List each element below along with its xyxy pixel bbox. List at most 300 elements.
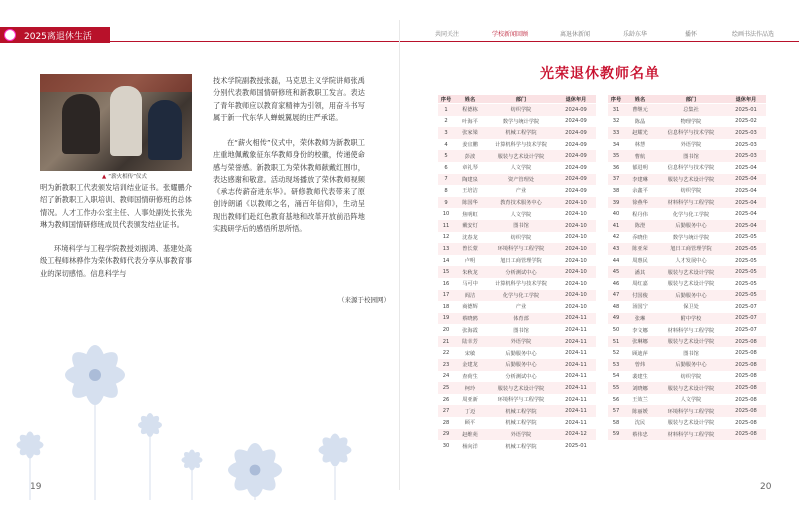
row-retire-date: 2025-08 bbox=[726, 405, 766, 417]
row-name: 林慧 bbox=[624, 139, 656, 151]
table-row bbox=[608, 313, 766, 325]
row-department: 机械工程学院 bbox=[486, 405, 556, 417]
table-row bbox=[608, 266, 766, 278]
row-name: 周惠民 bbox=[624, 255, 656, 267]
retiree-list-title: 光荣退休教师名单 bbox=[540, 66, 660, 82]
row-index: 31 bbox=[608, 104, 624, 116]
table-row bbox=[608, 301, 766, 313]
row-name: 程德栋 bbox=[454, 104, 486, 116]
row-department: 环境科学与工程学院 bbox=[656, 405, 726, 417]
row-name: 李文娜 bbox=[624, 324, 656, 336]
row-name: 程丹伟 bbox=[624, 208, 656, 220]
table-row bbox=[438, 313, 596, 325]
row-name: 张家梁 bbox=[454, 127, 486, 139]
row-department: 材料科学与工程学院 bbox=[656, 429, 726, 441]
row-retire-date: 2024-11 bbox=[556, 313, 596, 325]
row-index: 48 bbox=[608, 301, 624, 313]
column-header: 退休年月 bbox=[726, 95, 766, 104]
row-retire-date: 2024-11 bbox=[556, 394, 596, 406]
row-index: 46 bbox=[608, 278, 624, 290]
row-retire-date: 2025-05 bbox=[726, 278, 766, 290]
row-retire-date: 2024-11 bbox=[556, 371, 596, 383]
row-name: 徐燕华 bbox=[624, 197, 656, 209]
row-index: 51 bbox=[608, 336, 624, 348]
row-retire-date: 2025-04 bbox=[726, 185, 766, 197]
row-name: 陈国华 bbox=[454, 197, 486, 209]
row-department: 后勤服务中心 bbox=[656, 220, 726, 232]
row-index: 53 bbox=[608, 359, 624, 371]
table-row bbox=[438, 162, 596, 174]
row-index: 34 bbox=[608, 139, 624, 151]
row-index: 56 bbox=[608, 394, 624, 406]
nav-item-senior-donghua[interactable]: 乐龄东华 bbox=[623, 31, 648, 38]
row-retire-date: 2025-05 bbox=[726, 266, 766, 278]
row-name: 曹航 bbox=[624, 150, 656, 162]
header-title: 2025离退休生活 bbox=[24, 32, 92, 42]
row-index: 43 bbox=[608, 243, 624, 255]
article-paragraph: 在“薪火相传”仪式中，荣休教师为新教职工庄重地佩戴象征东华教师身份的校徽，传递使命感与荣誉感。新教职工为荣休教师献戴红围巾，表达感谢和敬意。活动现场播放了荣休教师视频《承志传薪奋进东华》。研修教师代表带来了原创诗朗诵《以教师之名，涌百年信仰》，生动呈现出教师们赴红色教育基地和改革开放前沿阵地实践研学后的感悟所思所悟。 bbox=[213, 138, 365, 234]
row-retire-date: 2025-05 bbox=[726, 243, 766, 255]
row-name: 章礼琴 bbox=[454, 162, 486, 174]
row-retire-date: 2024-09 bbox=[556, 162, 596, 174]
row-name: 叶海平 bbox=[454, 116, 486, 128]
row-department: 后勤服务中心 bbox=[486, 359, 556, 371]
row-retire-date: 2025-08 bbox=[726, 347, 766, 359]
table-row bbox=[438, 405, 596, 417]
row-retire-date: 2025-05 bbox=[726, 290, 766, 302]
row-department: 资产管理处 bbox=[486, 174, 556, 186]
table-row bbox=[608, 208, 766, 220]
row-index: 1 bbox=[438, 104, 454, 116]
row-name: 顾平 bbox=[454, 417, 486, 429]
table-row bbox=[438, 359, 596, 371]
row-index: 54 bbox=[608, 371, 624, 383]
row-name: 赵耀光 bbox=[624, 127, 656, 139]
row-retire-date: 2025-07 bbox=[726, 301, 766, 313]
row-index: 11 bbox=[438, 220, 454, 232]
ceremony-photo bbox=[40, 74, 192, 171]
row-retire-date: 2025-08 bbox=[726, 382, 766, 394]
article-source: （来源于校园网） bbox=[338, 296, 390, 304]
row-retire-date: 2025-01 bbox=[556, 440, 596, 452]
row-retire-date: 2024-10 bbox=[556, 220, 596, 232]
row-name: 姜宜鹏 bbox=[454, 139, 486, 151]
row-name: 沈春龙 bbox=[454, 232, 486, 244]
row-retire-date: 2025-08 bbox=[726, 417, 766, 429]
row-retire-date: 2024-09 bbox=[556, 174, 596, 186]
table-row bbox=[608, 417, 766, 429]
row-index: 12 bbox=[438, 232, 454, 244]
row-index: 13 bbox=[438, 243, 454, 255]
row-name: 李建琳 bbox=[624, 174, 656, 186]
table-row bbox=[608, 127, 766, 139]
nav-item-focus[interactable]: 共同关注 bbox=[435, 31, 460, 38]
row-department: 信息科学与技术学院 bbox=[656, 127, 726, 139]
row-retire-date: 2025-08 bbox=[726, 359, 766, 371]
retiree-table-1 bbox=[438, 95, 596, 452]
table-row bbox=[608, 429, 766, 441]
row-department: 计算机科学与技术学院 bbox=[486, 139, 556, 151]
row-name: 曾长蒙 bbox=[454, 243, 486, 255]
table-row bbox=[608, 162, 766, 174]
row-department: 人文学院 bbox=[486, 208, 556, 220]
row-index: 57 bbox=[608, 405, 624, 417]
row-index: 17 bbox=[438, 290, 454, 302]
header-band bbox=[0, 27, 110, 43]
row-index: 25 bbox=[438, 382, 454, 394]
table-row bbox=[438, 116, 596, 128]
table-row bbox=[608, 220, 766, 232]
row-index: 37 bbox=[608, 174, 624, 186]
row-retire-date: 2024-09 bbox=[556, 150, 596, 162]
row-name: 陈丽媛 bbox=[624, 405, 656, 417]
table-row bbox=[608, 255, 766, 267]
row-department: 总集社 bbox=[656, 104, 726, 116]
table-row bbox=[438, 127, 596, 139]
article-paragraph: 明为新教职工代表颁发培训结业证书。张耀鹏介绍了新教职工入职培训、教师国情研修班的总体情况。人才工作办公室主任、人事处副处长张先琳为教师国情研修班成员代表颁发结业证书。 bbox=[40, 183, 192, 229]
table-row bbox=[438, 290, 596, 302]
row-index: 41 bbox=[608, 220, 624, 232]
row-retire-date: 2024-09 bbox=[556, 139, 596, 151]
table-row bbox=[438, 104, 596, 116]
row-retire-date: 2025-08 bbox=[726, 429, 766, 441]
table-row bbox=[438, 324, 596, 336]
row-retire-date: 2024-10 bbox=[556, 301, 596, 313]
row-index: 28 bbox=[438, 417, 454, 429]
row-name: 卢明 bbox=[454, 255, 486, 267]
column-header: 部门 bbox=[656, 95, 726, 104]
nav-item-memory[interactable]: 播怀 bbox=[685, 31, 698, 38]
row-index: 38 bbox=[608, 185, 624, 197]
table-row bbox=[438, 150, 596, 162]
row-name: 曹继元 bbox=[624, 104, 656, 116]
row-retire-date: 2024-09 bbox=[556, 185, 596, 197]
table-row bbox=[608, 324, 766, 336]
row-department: 机械工程学院 bbox=[486, 417, 556, 429]
row-index: 15 bbox=[438, 266, 454, 278]
header-rule bbox=[110, 41, 799, 42]
row-index: 18 bbox=[438, 301, 454, 313]
nav-item-retiree-news[interactable]: 离退休新闻 bbox=[560, 31, 591, 38]
row-retire-date: 2025-08 bbox=[726, 394, 766, 406]
row-department: 化学与化工学院 bbox=[656, 208, 726, 220]
row-retire-date: 2024-10 bbox=[556, 197, 596, 209]
row-department: 分析测试中心 bbox=[486, 266, 556, 278]
row-retire-date: 2025-04 bbox=[726, 208, 766, 220]
row-index: 6 bbox=[438, 162, 454, 174]
table-row bbox=[608, 174, 766, 186]
table-row bbox=[438, 139, 596, 151]
row-index: 35 bbox=[608, 150, 624, 162]
row-index: 32 bbox=[608, 116, 624, 128]
row-index: 20 bbox=[438, 324, 454, 336]
row-retire-date: 2024-10 bbox=[556, 255, 596, 267]
row-index: 3 bbox=[438, 127, 454, 139]
row-name: 郁进明 bbox=[624, 162, 656, 174]
table-row bbox=[608, 243, 766, 255]
row-index: 19 bbox=[438, 313, 454, 325]
row-name: 乔晓佳 bbox=[624, 232, 656, 244]
row-index: 49 bbox=[608, 313, 624, 325]
row-department: 计算机科学与技术学院 bbox=[486, 278, 556, 290]
row-department: 纺织学院 bbox=[486, 232, 556, 244]
article-paragraph: 技术学院副教授张磊，马克思主义学院讲师张禹分别代表教师国情研修班和新教职工发言。表达了青年教师应以教育家精神为引领，用奋斗书写属于新一代东华人蝉蜕翼展的庄严承诺。 bbox=[213, 76, 365, 122]
row-department: 旭日工商管理学院 bbox=[486, 255, 556, 267]
row-department: 服装与艺术设计学院 bbox=[656, 174, 726, 186]
table-row bbox=[438, 243, 596, 255]
row-index: 42 bbox=[608, 232, 624, 244]
row-name: 杨向洋 bbox=[454, 440, 486, 452]
row-retire-date: 2024-09 bbox=[556, 127, 596, 139]
row-name: 赵维苑 bbox=[454, 429, 486, 441]
row-name: 柯玲 bbox=[454, 382, 486, 394]
row-department: 信息科学与技术学院 bbox=[656, 162, 726, 174]
row-name: 王培洁 bbox=[454, 185, 486, 197]
row-department: 图书馆 bbox=[486, 220, 556, 232]
table-row bbox=[438, 185, 596, 197]
row-index: 9 bbox=[438, 197, 454, 209]
row-department: 机械工程学院 bbox=[486, 127, 556, 139]
row-retire-date: 2025-04 bbox=[726, 220, 766, 232]
row-index: 58 bbox=[608, 417, 624, 429]
row-index: 39 bbox=[608, 197, 624, 209]
row-name: 戴安灯 bbox=[454, 220, 486, 232]
table-row bbox=[608, 139, 766, 151]
row-index: 33 bbox=[608, 127, 624, 139]
row-department: 服装与艺术设计学院 bbox=[656, 382, 726, 394]
table-row bbox=[438, 266, 596, 278]
row-retire-date: 2025-04 bbox=[726, 197, 766, 209]
photo-caption-text: “薪火相传”仪式 bbox=[108, 174, 147, 180]
table-row bbox=[608, 278, 766, 290]
row-name: 刘晓娜 bbox=[624, 382, 656, 394]
table-row bbox=[608, 371, 766, 383]
row-department: 旭日工商管理学院 bbox=[656, 243, 726, 255]
row-index: 36 bbox=[608, 162, 624, 174]
row-index: 40 bbox=[608, 208, 624, 220]
row-name: 蔡晓鸥 bbox=[454, 313, 486, 325]
row-name: 周红嘉 bbox=[624, 278, 656, 290]
row-name: 余鑫平 bbox=[624, 185, 656, 197]
row-retire-date: 2024-10 bbox=[556, 232, 596, 244]
row-department: 化学与化工学院 bbox=[486, 290, 556, 302]
row-name: 蔡伟忠 bbox=[624, 429, 656, 441]
row-retire-date: 2024-10 bbox=[556, 243, 596, 255]
row-retire-date: 2025-04 bbox=[726, 174, 766, 186]
table-row bbox=[438, 220, 596, 232]
nav-item-art-gallery[interactable]: 绘画书法作品选 bbox=[732, 31, 775, 38]
page-number-right: 20 bbox=[760, 482, 772, 492]
row-retire-date: 2024-11 bbox=[556, 336, 596, 348]
row-department: 后勤服务中心 bbox=[486, 347, 556, 359]
flower-decoration bbox=[0, 300, 400, 500]
nav-item-school-news[interactable]: 学校新闻回顾 bbox=[492, 31, 529, 38]
row-retire-date: 2024-09 bbox=[556, 116, 596, 128]
row-retire-date: 2024-10 bbox=[556, 278, 596, 290]
photo-caption bbox=[102, 172, 147, 180]
row-index: 47 bbox=[608, 290, 624, 302]
article-paragraph: 环境科学与工程学院教授刘振鸿、基建处高级工程师林骅作为荣休教师代表分享从事教育事业的深切感悟。信息科学与 bbox=[40, 244, 192, 278]
row-name: 陈澄 bbox=[624, 220, 656, 232]
row-department: 后勤服务中心 bbox=[656, 290, 726, 302]
row-department: 服装与艺术设计学院 bbox=[486, 382, 556, 394]
row-name: 陈晶 bbox=[624, 116, 656, 128]
row-retire-date: 2024-10 bbox=[556, 208, 596, 220]
row-index: 45 bbox=[608, 266, 624, 278]
table-row bbox=[438, 336, 596, 348]
row-department: 图书馆 bbox=[656, 150, 726, 162]
row-retire-date: 2025-01 bbox=[726, 104, 766, 116]
table-row bbox=[608, 394, 766, 406]
row-name: 陆幸芳 bbox=[454, 336, 486, 348]
row-index: 8 bbox=[438, 185, 454, 197]
row-department: 人文学院 bbox=[656, 394, 726, 406]
row-department: 物理学院 bbox=[656, 116, 726, 128]
row-index: 22 bbox=[438, 347, 454, 359]
row-name: 周亚新 bbox=[454, 394, 486, 406]
row-name: 沈民 bbox=[624, 417, 656, 429]
row-name: 张海霞 bbox=[454, 324, 486, 336]
row-retire-date: 2025-05 bbox=[726, 232, 766, 244]
row-name: 彭波 bbox=[454, 150, 486, 162]
row-department: 服装与艺术设计学院 bbox=[486, 150, 556, 162]
row-index: 21 bbox=[438, 336, 454, 348]
row-department: 纺织学院 bbox=[656, 185, 726, 197]
table-row bbox=[438, 347, 596, 359]
row-name: 宋敏 bbox=[454, 347, 486, 359]
table-row bbox=[608, 185, 766, 197]
row-department: 数学与统计学院 bbox=[486, 116, 556, 128]
row-department: 人文学院 bbox=[486, 162, 556, 174]
row-index: 23 bbox=[438, 359, 454, 371]
table-row bbox=[608, 359, 766, 371]
row-index: 16 bbox=[438, 278, 454, 290]
table-row bbox=[608, 347, 766, 359]
row-department: 人才发展中心 bbox=[656, 255, 726, 267]
table-row bbox=[438, 208, 596, 220]
row-name: 马可中 bbox=[454, 278, 486, 290]
row-name: 付国俊 bbox=[624, 290, 656, 302]
row-retire-date: 2024-11 bbox=[556, 347, 596, 359]
table-row bbox=[438, 301, 596, 313]
row-index: 27 bbox=[438, 405, 454, 417]
row-department: 外语学院 bbox=[486, 336, 556, 348]
row-retire-date: 2025-03 bbox=[726, 127, 766, 139]
row-index: 2 bbox=[438, 116, 454, 128]
row-department: 图书馆 bbox=[486, 324, 556, 336]
table-row bbox=[608, 104, 766, 116]
row-name: 焦明虹 bbox=[454, 208, 486, 220]
table-row bbox=[608, 116, 766, 128]
table-row bbox=[438, 197, 596, 209]
row-retire-date: 2024-11 bbox=[556, 382, 596, 394]
row-index: 50 bbox=[608, 324, 624, 336]
table-row bbox=[438, 394, 596, 406]
table-row bbox=[608, 290, 766, 302]
row-retire-date: 2025-08 bbox=[726, 371, 766, 383]
row-retire-date: 2024-12 bbox=[556, 429, 596, 441]
row-department: 数学与统计学院 bbox=[656, 232, 726, 244]
table-row bbox=[608, 150, 766, 162]
row-retire-date: 2025-05 bbox=[726, 255, 766, 267]
row-department: 环境科学与工程学院 bbox=[486, 394, 556, 406]
row-department: 保卫处 bbox=[656, 301, 726, 313]
table-row bbox=[438, 255, 596, 267]
row-retire-date: 2025-02 bbox=[726, 116, 766, 128]
row-index: 14 bbox=[438, 255, 454, 267]
row-retire-date: 2025-07 bbox=[726, 324, 766, 336]
row-name: 金建龙 bbox=[454, 359, 486, 371]
row-index: 59 bbox=[608, 429, 624, 441]
row-department: 外语学院 bbox=[656, 139, 726, 151]
row-name: 陶建泉 bbox=[454, 174, 486, 186]
table-row bbox=[438, 417, 596, 429]
row-index: 55 bbox=[608, 382, 624, 394]
row-retire-date: 2024-11 bbox=[556, 359, 596, 371]
row-name: 张琳娜 bbox=[624, 336, 656, 348]
row-retire-date: 2024-10 bbox=[556, 290, 596, 302]
table-row bbox=[438, 382, 596, 394]
row-department: 分析测试中心 bbox=[486, 371, 556, 383]
row-name: 汤国宁 bbox=[624, 301, 656, 313]
row-index: 4 bbox=[438, 139, 454, 151]
row-name: 王效兰 bbox=[624, 394, 656, 406]
row-index: 5 bbox=[438, 150, 454, 162]
row-department: 外语学院 bbox=[486, 429, 556, 441]
table-row bbox=[608, 232, 766, 244]
row-department: 服装与艺术设计学院 bbox=[656, 336, 726, 348]
row-department: 教育技术服务中心 bbox=[486, 197, 556, 209]
row-retire-date: 2024-11 bbox=[556, 417, 596, 429]
row-name: 朱秋龙 bbox=[454, 266, 486, 278]
row-name: 曾炜 bbox=[624, 359, 656, 371]
row-index: 26 bbox=[438, 394, 454, 406]
row-retire-date: 2024-11 bbox=[556, 405, 596, 417]
row-index: 44 bbox=[608, 255, 624, 267]
row-name: 陈亚荣 bbox=[624, 243, 656, 255]
retiree-table-2 bbox=[608, 95, 766, 440]
table-row bbox=[438, 174, 596, 186]
row-name: 潘其 bbox=[624, 266, 656, 278]
table-row bbox=[438, 232, 596, 244]
table-row bbox=[438, 371, 596, 383]
row-department: 附中学校 bbox=[656, 313, 726, 325]
row-name: 商德辉 bbox=[454, 301, 486, 313]
row-department: 服装与艺术设计学院 bbox=[656, 266, 726, 278]
row-index: 10 bbox=[438, 208, 454, 220]
row-retire-date: 2025-03 bbox=[726, 150, 766, 162]
table-row bbox=[608, 197, 766, 209]
row-index: 7 bbox=[438, 174, 454, 186]
row-department: 材料科学与工程学院 bbox=[656, 197, 726, 209]
row-retire-date: 2024-10 bbox=[556, 266, 596, 278]
row-retire-date: 2025-08 bbox=[726, 336, 766, 348]
row-name: 顾迪萍 bbox=[624, 347, 656, 359]
row-department: 服装与艺术设计学院 bbox=[656, 278, 726, 290]
table-row bbox=[438, 440, 596, 452]
row-index: 29 bbox=[438, 429, 454, 441]
row-department: 服装与艺术设计学院 bbox=[656, 417, 726, 429]
row-department: 纺织学院 bbox=[486, 104, 556, 116]
row-department: 产业 bbox=[486, 185, 556, 197]
row-name: 裴建生 bbox=[624, 371, 656, 383]
row-index: 30 bbox=[438, 440, 454, 452]
table-row bbox=[438, 429, 596, 441]
page-number-left: 19 bbox=[30, 482, 42, 492]
triangle-icon: ▲ bbox=[102, 174, 107, 180]
column-header: 姓名 bbox=[454, 95, 486, 104]
row-department: 机械工程学院 bbox=[486, 440, 556, 452]
